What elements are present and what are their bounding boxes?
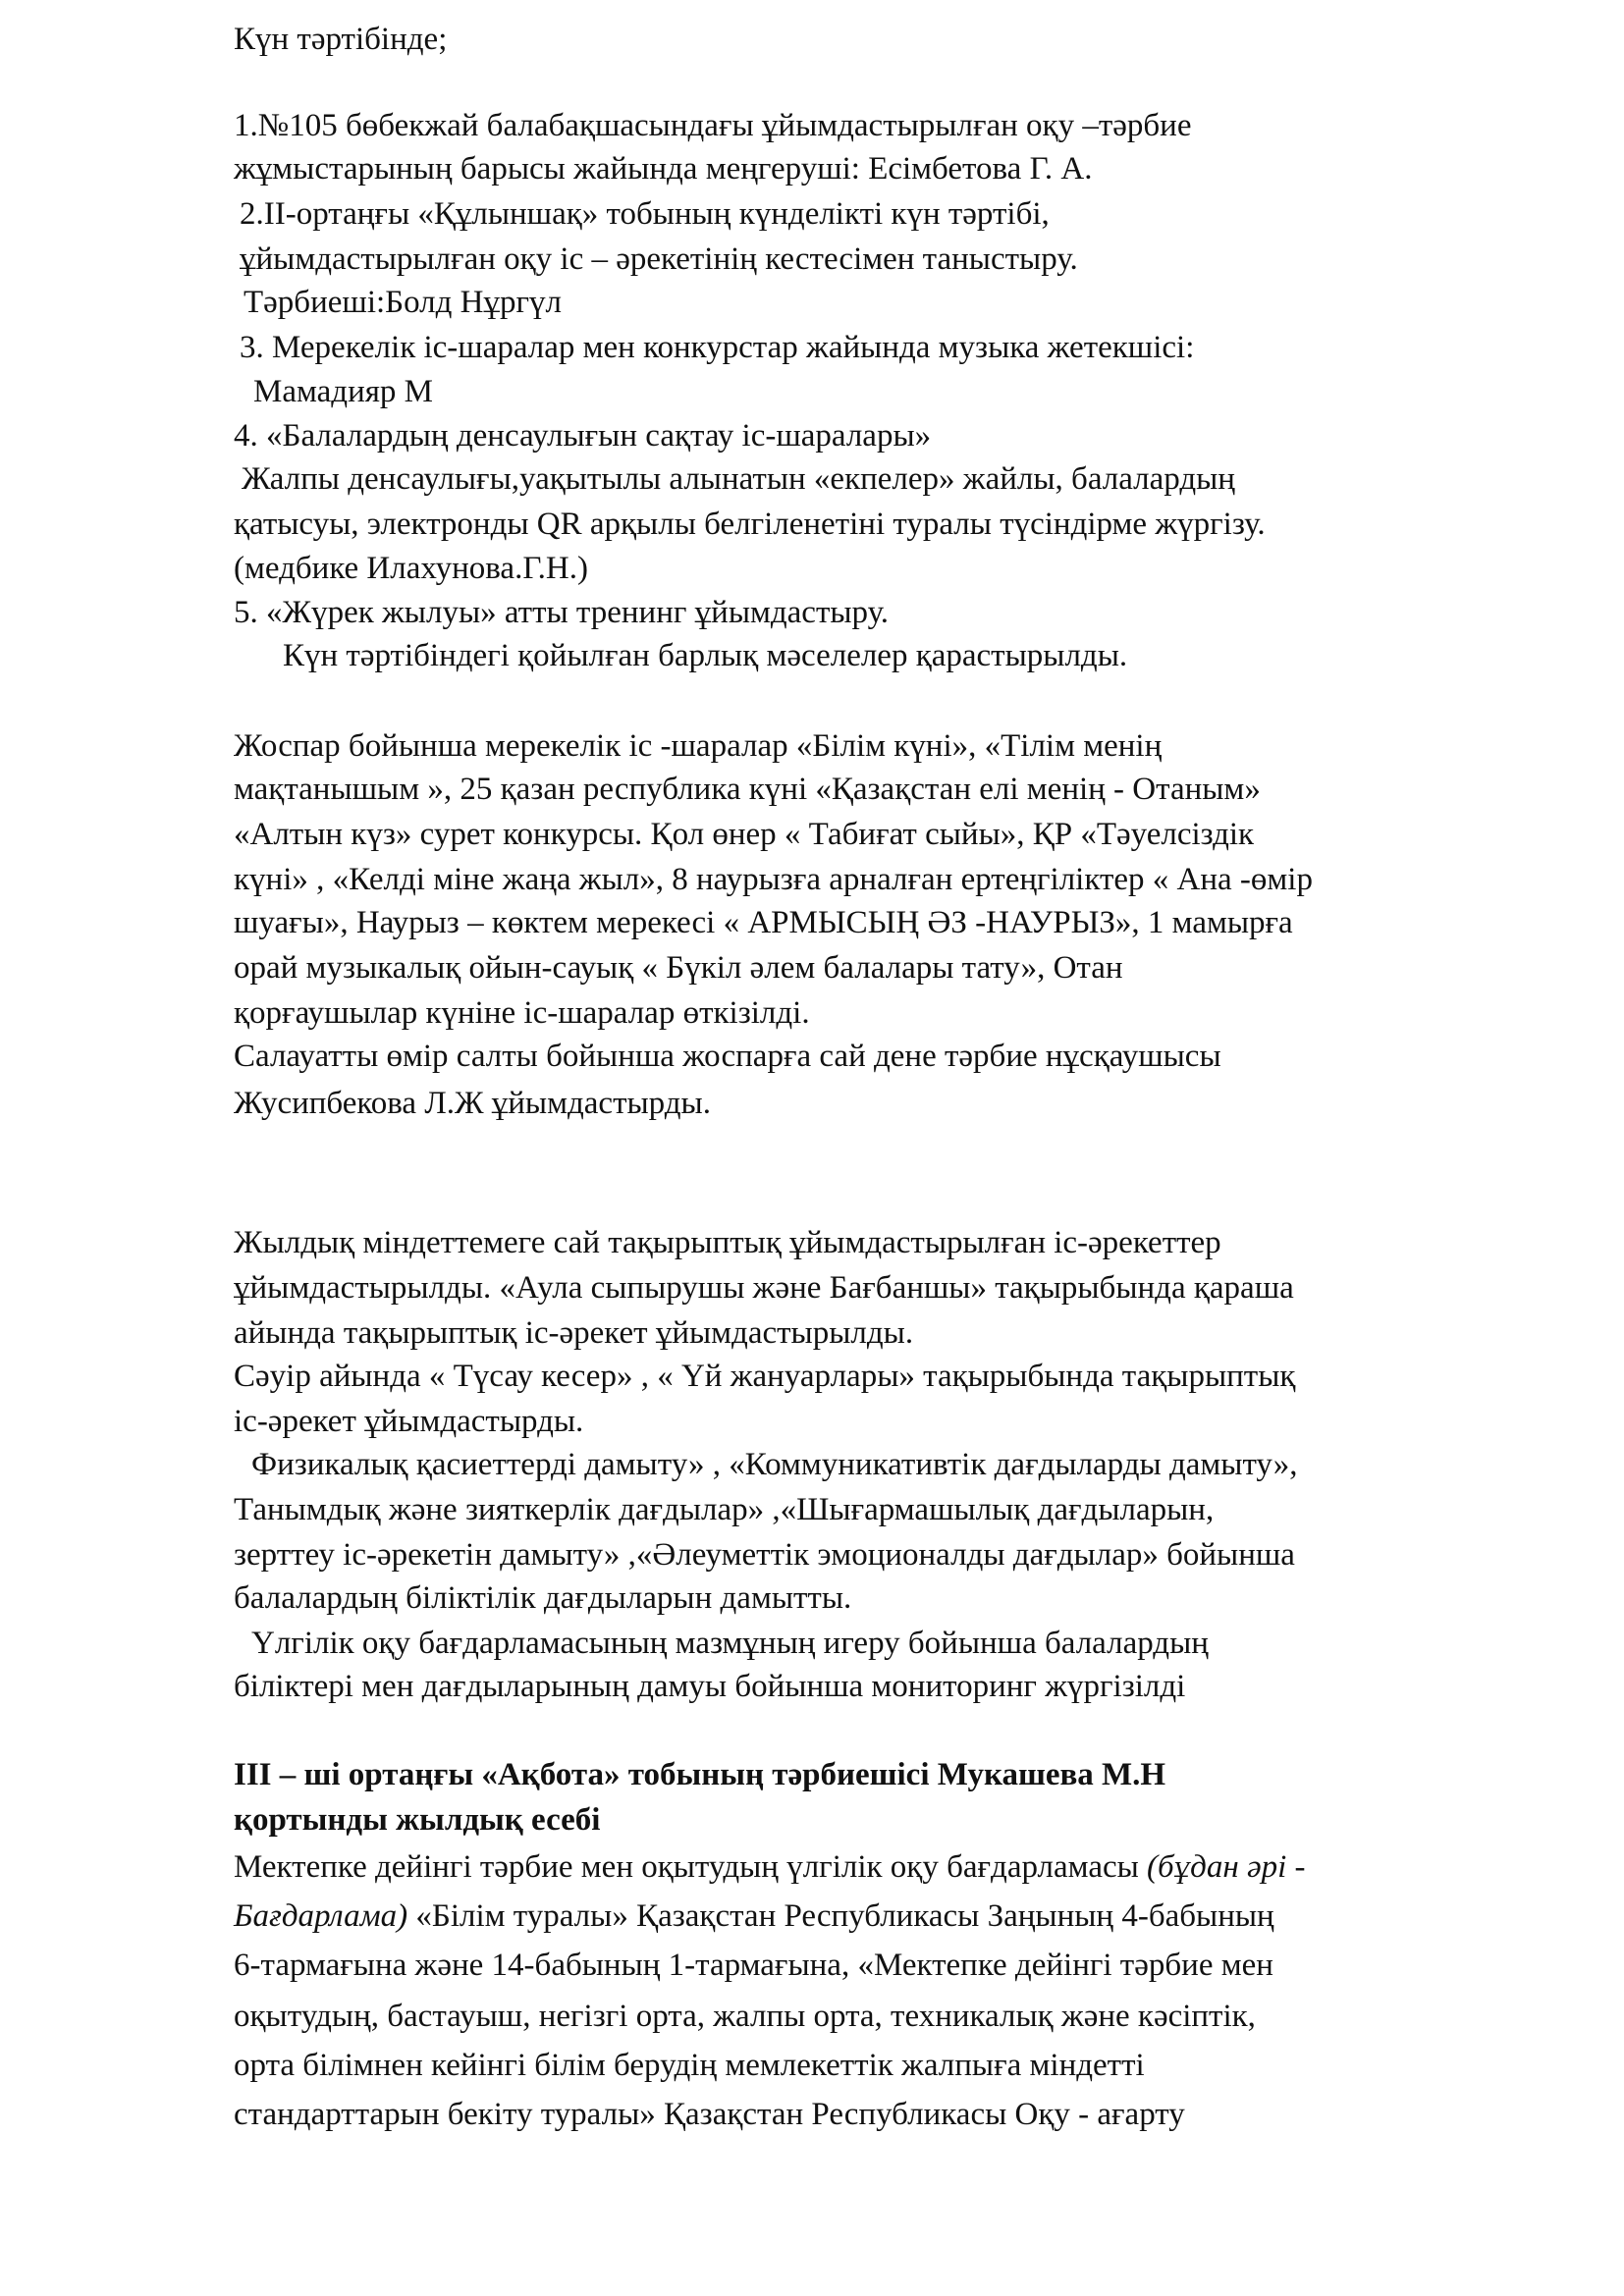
report-line-2-text: «Білім туралы» Қазақстан Республикасы Заңының 4-бабының	[407, 1898, 1274, 1934]
report-line-2	[234, 1896, 1274, 1936]
activities-line-4: Сәуір айында « Түсау кесер» , « Үй жануарлары» тақырыбында тақырыптық	[234, 1359, 1296, 1394]
events-line-8: Салауатты өмір салты бойынша жоспарға сай дене тәрбие нұсқаушысы	[234, 1039, 1221, 1074]
agenda-item-4-line-2: Жалпы денсаулығы,уақытылы алынатын «екпелер» жайлы, балалардың	[242, 461, 1235, 497]
events-line-3: «Алтын күз» сурет конкурсы. Қол өнер « Табиғат сыйы», ҚР «Тәуелсіздік	[234, 817, 1255, 852]
agenda-item-4-line-4: (медбике Илахунова.Г.Н.)	[234, 551, 589, 586]
activities-line-2: ұйымдастырылды. «Аула сыпырушы және Бағбаншы» тақырыбында қараша	[234, 1270, 1294, 1306]
agenda-item-2-line-2: ұйымдастырылған оқу іс – әрекетінің кестесімен таныстыру.	[240, 241, 1078, 277]
agenda-conclusion: Күн тәртібіндегі қойылған барлық мәселелер қарастырылды.	[283, 638, 1128, 673]
report-line-1-italic: (бұдан әрі -	[1147, 1849, 1306, 1885]
report-line-6: стандарттарын бекіту туралы» Қазақстан Республикасы Оқу - ағарту	[234, 2097, 1185, 2132]
agenda-item-1-line-2: жұмыстарының барысы жайында меңгеруші: Есімбетова Г. А.	[234, 151, 1093, 187]
report-title-line-2: қортынды жылдық есебі	[234, 1802, 601, 1838]
activities-line-10: Үлгілік оқу бағдарламасының мазмұның игеру бойынша балалардың	[251, 1626, 1209, 1661]
report-line-4: оқытудың, бастауыш, негізгі орта, жалпы орта, техникалық және кәсіптік,	[234, 1999, 1256, 2034]
report-title-line-1: ІІІ – ші ортаңғы «Ақбота» тобының тәрбиешісі Мукашева М.Н	[234, 1757, 1166, 1792]
activities-line-11: біліктері мен дағдыларының дамуы бойынша мониторинг жүргізілді	[234, 1669, 1186, 1704]
agenda-item-4-line-3: қатысуы, электронды QR арқылы белгіленетіні туралы түсіндірме жүргізу.	[234, 507, 1266, 542]
agenda-item-3-line-2: Мамадияр М	[253, 374, 434, 409]
events-line-6: орай музыкалық ойын-сауық « Бүкіл әлем балалары тату», Отан	[234, 950, 1123, 986]
report-line-5: орта білімнен кейінгі білім берудің мемлекеттік жалпыға міндетті	[234, 2048, 1145, 2083]
activities-line-9: балалардың біліктілік дағдыларын дамытты.	[234, 1580, 852, 1616]
events-line-5: шуағы», Наурыз – көктем мерекесі « АРМЫСЫҢ ӘЗ -НАУРЫЗ», 1 мамырға	[234, 905, 1293, 940]
agenda-item-1-line-1: 1.№105 бөбекжай балабақшасындағы ұйымдастырылған оқу –тәрбие	[234, 108, 1192, 143]
activities-line-3: айында тақырыптық іс-әрекет ұйымдастырылды.	[234, 1315, 914, 1351]
activities-line-7: Танымдық және зияткерлік дағдылар» ,«Шығармашылық дағдыларын,	[234, 1492, 1215, 1527]
events-line-2: мақтанышым », 25 қазан республика күні «Қазақстан елі менің - Отаным»	[234, 772, 1261, 807]
activities-line-8: зерттеу іс-әрекетін дамыту» ,«Әлеуметтік эмоционалды дағдылар» бойынша	[234, 1537, 1295, 1573]
activities-line-1: Жылдық міндеттемеге сай тақырыптық ұйымдастырылған іс-әрекеттер	[234, 1225, 1221, 1260]
events-line-9: Жусипбекова Л.Ж ұйымдастырды.	[234, 1086, 711, 1121]
events-line-4: күні» , «Келді міне жаңа жыл», 8 наурызға арналған ертеңгіліктер « Ана -өмір	[234, 862, 1313, 897]
report-line-1-text: Мектепке дейінгі тәрбие мен оқытудың үлгілік оқу бағдарламасы	[234, 1849, 1148, 1885]
agenda-item-3-line-1: 3. Мерекелік іс-шаралар мен конкурстар жайында музыка жетекшісі:	[240, 330, 1195, 365]
report-line-1	[234, 1847, 1306, 1887]
agenda-item-4-line-1: 4. «Балалардың денсаулығын сақтау іс-шаралары»	[234, 418, 932, 454]
agenda-item-2-line-3: Тәрбиеші:Болд Нұргүл	[244, 285, 563, 320]
activities-line-5: іс-әрекет ұйымдастырды.	[234, 1404, 584, 1439]
report-line-3: 6-тармағына және 14-бабының 1-тармағына, «Мектепке дейінгі тәрбие мен	[234, 1948, 1273, 1983]
agenda-heading: Күн тәртібінде;	[234, 22, 448, 57]
agenda-item-5-line-1: 5. «Жүрек жылуы» атты тренинг ұйымдастыру.	[234, 595, 890, 630]
report-line-2-italic: Бағдарлама)	[234, 1898, 408, 1934]
events-line-7: қорғаушылар күніне іс-шаралар өткізілді.	[234, 995, 810, 1031]
activities-line-6: Физикалық қасиеттерді дамыту» , «Коммуникативтік дағдыларды дамыту»,	[251, 1447, 1298, 1482]
agenda-item-2-line-1: 2.ІІ-ортаңғы «Құлыншақ» тобының күнделікті күн тәртібі,	[240, 196, 1050, 232]
events-line-1: Жоспар бойынша мерекелік іс -шаралар «Білім күні», «Тілім менің	[234, 728, 1163, 764]
